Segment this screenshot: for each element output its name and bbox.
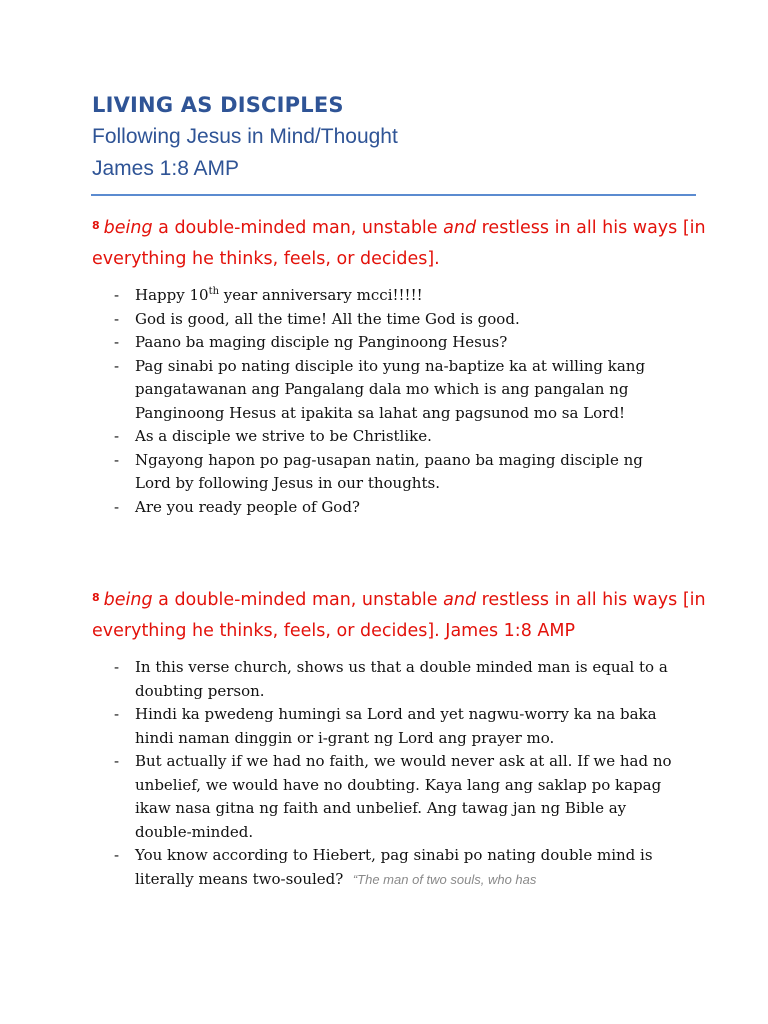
- scripture-reference: James 1:8 AMP: [92, 157, 240, 180]
- list-item: [114, 308, 674, 332]
- list-item-text: You know according to Hiebert, pag sinabi po nating double mind is literally means two-souled?: [135, 846, 653, 888]
- ordinal-suffix: th: [208, 286, 220, 297]
- bullet-dash: -: [114, 356, 120, 375]
- bullet-list: [114, 284, 674, 519]
- list-item: [114, 425, 674, 449]
- list-item-text: As a disciple we strive to be Christlike.: [135, 427, 432, 445]
- list-item: [114, 496, 674, 520]
- bullet-dash: -: [114, 450, 120, 469]
- list-item: [114, 449, 674, 496]
- verse-number: 8: [92, 219, 100, 232]
- list-item-text: God is good, all the time! All the time God is good.: [135, 309, 520, 328]
- list-item: [114, 355, 674, 426]
- bullet-dash: -: [114, 752, 120, 770]
- list-item-text: In this verse church, shows us that a double minded man is equal to a doubting person.: [135, 658, 668, 700]
- bullet-dash: -: [114, 333, 120, 351]
- list-item-text: Paano ba maging disciple ng Panginoong Hesus?: [135, 333, 508, 351]
- list-item: [114, 284, 674, 308]
- document-title: LIVING AS DISCIPLES: [92, 93, 344, 117]
- list-item: [114, 703, 674, 750]
- bullet-dash: -: [114, 497, 120, 516]
- verse-italic-word: being: [103, 218, 153, 238]
- list-item: [114, 750, 674, 844]
- heading-divider: [91, 194, 696, 196]
- verse-quote: [92, 585, 712, 647]
- bullet-dash: -: [114, 846, 120, 864]
- list-item-text: Ngayong hapon po pag-usapan natin, paano ba maging disciple ng Lord by following Jesus in our thoughts.: [135, 450, 643, 492]
- quote-excerpt: “The man of two souls, who has: [352, 871, 537, 887]
- bullet-dash: -: [114, 658, 120, 676]
- list-item-text: Hindi ka pwedeng humingi sa Lord and yet nagwu-worry ka na baka hindi naman dinggin or i-grant ng Lord ang prayer mo.: [135, 705, 657, 747]
- list-item: [114, 331, 674, 355]
- verse-text: a double-minded man, unstable: [152, 218, 444, 238]
- verse-text: restless in all his ways [in everything he thinks, feels, or decides]. James 1:8 AMP: [92, 590, 706, 641]
- verse-text: restless in all his ways [in everything he thinks, feels, or decides].: [92, 218, 706, 269]
- verse-italic-word: and: [443, 218, 477, 238]
- verse-italic-word: being: [103, 590, 153, 610]
- bullet-dash: -: [114, 286, 120, 304]
- bullet-dash: -: [114, 427, 120, 445]
- list-item-text: year anniversary mcci!!!!!: [219, 286, 423, 304]
- list-item: [114, 656, 674, 703]
- verse-quote: [92, 213, 712, 275]
- bullet-dash: -: [114, 705, 120, 723]
- list-item-text: Happy 10: [135, 286, 209, 304]
- document-subtitle: Following Jesus in Mind/Thought: [92, 125, 398, 148]
- list-item-text: Are you ready people of God?: [135, 497, 360, 516]
- bullet-list: [114, 656, 674, 891]
- bullet-dash: -: [114, 309, 120, 328]
- list-item: [114, 844, 674, 891]
- list-item-text: Pag sinabi po nating disciple ito yung na-baptize ka at willing kang pangatawanan ang Pangalang dala mo which is ang pangalan ng Panginoong Hesus at ipakita sa lahat ang pagsunod mo sa Lord!: [135, 356, 646, 422]
- verse-text: a double-minded man, unstable: [152, 590, 444, 610]
- list-item-text: But actually if we had no faith, we would never ask at all. If we had no unbelief, we would have no doubting. Kaya lang ang saklap po kapag ikaw nasa gitna ng faith and unbelief. Ang tawag jan ng Bible ay double-minded.: [135, 752, 672, 841]
- verse-italic-word: and: [443, 590, 477, 610]
- verse-number: 8: [92, 591, 100, 604]
